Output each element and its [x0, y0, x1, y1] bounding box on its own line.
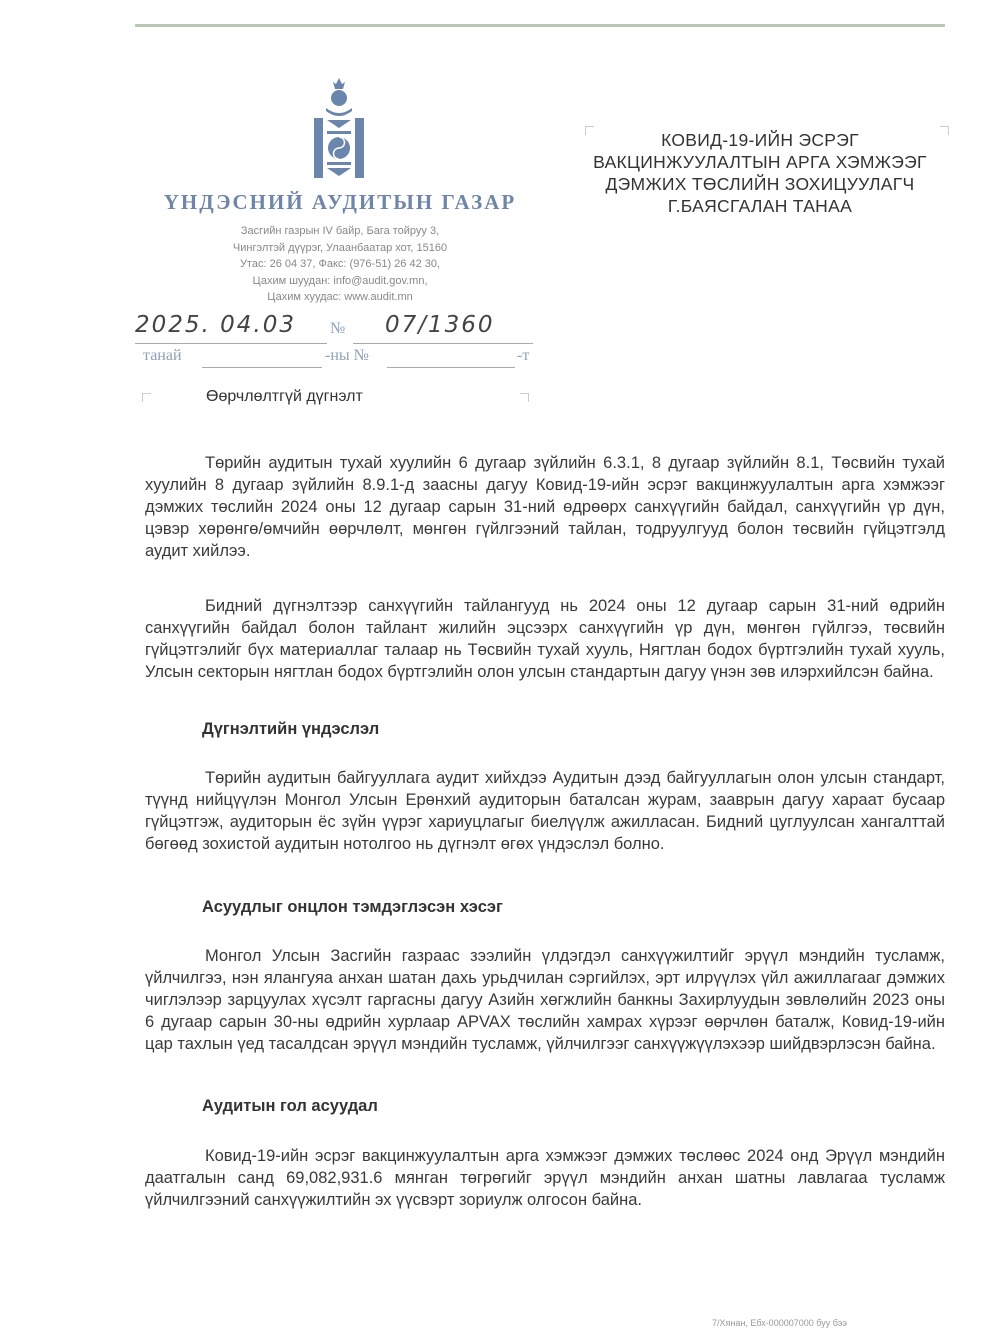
address-line: Засгийн газрын IV байр, Бага тойруу 3, [240, 225, 440, 237]
paragraph-text: Ковид-19-ийн эсрэг вакцинжуулалтын арга хэмжээг дэмжих төслөөс 2024 онд Эрүүл мэндийн даатгалын санд 69,082,931.6 мянган төгрөгийг эрүүл мэндийн анхан шатны лавлагаа тусламж үйлчилгээний санхүүжилтийн эх үүсвэрт зориулж олгосон байна. [145, 1147, 945, 1209]
organization-name: ҮНДЭСНИЙ АУДИТЫН ГАЗАР [163, 190, 517, 214]
paragraph-emphasis [145, 945, 945, 1055]
footer-note: 7/Хянан, Ебх-000007000 буу бээ [712, 1318, 847, 1328]
recipient-block [570, 129, 950, 217]
paragraph-opinion [145, 595, 945, 683]
paragraph-text: Бидний дүгнэлтээр санхүүгийн тайлангууд нь 2024 оны 12 дугаар сарын 31-ний өдрийн санхүүгийн байдал болон тайлант жилийн эцсээрх санхүүгийн үр дүн, мөнгөн гүйлгээ, төсвийн гүйцэтгэлийг бүх материаллаг талаар нь Төсвийн тухай хууль, Нягтлан бодох бүртгэлийн тухай хууль, Улсын секторын нягтлан бодох бүртгэлийн олон улсын стандартын дагуу үнэн зөв илэрхийлсэн байна. [145, 597, 945, 681]
email: Цахим шуудан: info@audit.gov.mn, [252, 274, 428, 287]
subject-corner-mark [520, 393, 529, 402]
paragraph-text: Төрийн аудитын байгууллага аудит хийхдээ Аудитын дээд байгууллагын олон улсын стандарт, түүнд нийцүүлэн Монгол Улсын Ерөнхий аудиторын баталсан журам, зааврын дагуу хараат бусаар гүйцэтгэж, аудиторын ёс зүйн үүрэг хариуцлагыг биелүүлж ажилласан. Бидний цуглуулсан хангалттай бөгөөд зохистой аудитын нотолгоо нь дүгнэлт өгөх үндэслэл болно. [145, 769, 945, 853]
section-heading-emphasis: Асуудлыг онцлон тэмдэглэсэн хэсэг [202, 898, 503, 916]
header-rule [135, 24, 945, 27]
recipient-line: ДЭМЖИХ ТӨСЛИЙН ЗОХИЦУУЛАГЧ [605, 174, 915, 194]
soyombo-emblem-icon [312, 76, 366, 180]
paragraph-basis [145, 767, 945, 855]
subject-corner-mark [142, 393, 151, 402]
section-heading-basis: Дүгнэлтийн үндэслэл [202, 720, 380, 738]
recipient-line: ВАКЦИНЖУУЛАЛТЫН АРГА ХЭМЖЭЭГ [593, 152, 927, 172]
your-number-label: -ны № [325, 347, 369, 364]
handwritten-number: 07/1360 [385, 312, 495, 338]
number-underline [353, 343, 533, 344]
your-date-underline [202, 367, 322, 368]
website: Цахим хуудас: www.audit.mn [267, 291, 413, 303]
reference-row [135, 312, 535, 344]
paragraph-scope [145, 452, 945, 562]
your-label: танай [143, 347, 182, 364]
handwritten-date: 2025. 04.03 [135, 312, 296, 338]
your-number-underline [387, 367, 515, 368]
to-suffix: -т [517, 347, 530, 364]
address-line: Чингэлтэй дүүрэг, Улаанбаатар хот, 15160 [232, 241, 448, 254]
date-underline [135, 343, 327, 344]
number-label: № [330, 320, 346, 337]
paragraph-text: Төрийн аудитын тухай хуулийн 6 дугаар зүйлийн 6.3.1, 8 дугаар зүйлийн 8.1, Төсвийн тухай хуулийн 8 дугаар зүйлийн 8.9.1-д заасны дагуу Ковид-19-ийн эсрэг вакцинжуулалтын арга хэмжээг дэмжих төслийн 2024 оны 12 дугаар сарын 31-ний өдрөөрх санхүүгийн байдал, санхүүгийн үр дүн, цэвэр хөрөнгө/өмчийн өөрчлөлт, мөнгөн гүйлгээний тайлан, тодруулгууд болон төсвийн гүйцэтгэлд аудит хийлээ. [145, 454, 945, 560]
subject-line: Өөрчлөлтгүй дүгнэлт [206, 388, 363, 405]
organization-contact [190, 223, 490, 306]
section-heading-key-matters: Аудитын гол асуудал [202, 1097, 378, 1115]
phone-fax: Утас: 26 04 37, Факс: (976-51) 26 42 30, [239, 258, 441, 270]
paragraph-key-matters [145, 1145, 945, 1211]
paragraph-text: Монгол Улсын Засгийн газраас зээлийн үлдэгдэл санхүүжилтийг эрүүл мэндийн тусламж, үйлчилгээ, нэн ялангуяа анхан шатан дахь урьдчилан сэргийлэх, эрт илрүүлэх үйл ажиллагааг дэмжих чиглэлээр зарцуулах хүсэлт гаргасны дагуу Азийн хөгжлийн банкны Захирлуудын зөвлөлийн 2023 оны 6 дугаар сарын 30-ны өдрийн хурлаар APVAX төслийн хамрах хүрээг өөрчлөн баталж, Ковид-19-ийн цар тахлын үед тасалдсан эрүүл мэндийн тусламж, үйлчилгээг санхүүжүүлэхээр шийдвэрлэсэн байна. [145, 947, 945, 1053]
recipient-line: Г.БАЯСГАЛАН ТАНАА [667, 196, 853, 216]
recipient-line: КОВИД-19-ИЙН ЭСРЭГ [661, 130, 859, 150]
